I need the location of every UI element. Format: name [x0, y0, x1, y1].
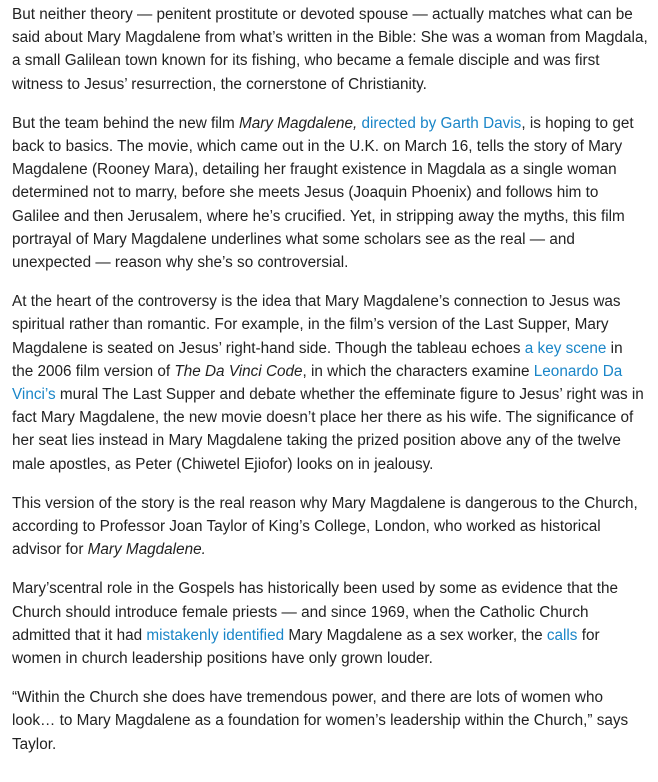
p2-film-title: Mary Magdalene, — [239, 114, 358, 132]
directed-by-garth-davis-link[interactable]: directed by Garth Davis — [361, 114, 522, 132]
p3-text-4: mural The Last Supper and debate whether the effeminate figure to Jesus’ right was in fact Mary Magdalene, the new movie doesn’t place her there as his wife. The significance of her seat lies instead in Mary Magdalene taking the prized position above any of the twelve male apostles, as Peter (Chiwetel Ejiofor) looks on in jealousy. — [12, 386, 644, 473]
p6-text: “Within the Church she does have tremendous power, and there are lots of women who look… to Mary Magdalene as a foundation for women’s leadership within the Church,” says Taylor. — [12, 689, 629, 753]
leonardo-da-vinci-link[interactable]: Leonardo Da Vinci’s — [12, 362, 623, 404]
paragraph-3 — [12, 290, 648, 476]
p3-film-title: The Da Vinci Code — [174, 362, 303, 380]
p3-text-2: in the 2006 film version of — [12, 339, 623, 380]
p2-text-3: , is hoping to get back to basics. The movie, which came out in the U.K. on March 16, tells the story of Mary Magdalene (Rooney Mara), detailing her fraught existence in Magdala as a single woman determined not to marry, before she meets Jesus (Joaquin Phoenix) and follows him to Galilee and then Jerusalem, where he’s crucified. Yet, in stripping away the myths, this film portrayal of Mary Magdalene underlines what some scholars see as the real — and unexpected — reason why she’s so controversial. — [12, 114, 634, 272]
p5-text-2: Mary Magdalene as a sex worker, the — [284, 626, 547, 644]
paragraph-6 — [12, 686, 648, 756]
p4-text-1: This version of the story is the real reason why Mary Magdalene is dangerous to the Church, according to Professor Joan Taylor of King’s College, London, who worked as historical advisor for — [12, 494, 638, 559]
mistakenly-identified-link[interactable]: mistakenly identified — [146, 626, 285, 644]
paragraph-2 — [12, 112, 648, 274]
p1-text: But neither theory — penitent prostitute or devoted spouse — actually matches what can be said about Mary Magdalene from what’s written in the Bible: She was a woman from Magdala, a small Galilean town known for its fishing, who became a female disciple and was first witness to Jesus’ resurrection, the cornerstone of Christianity. — [12, 6, 648, 93]
paragraph-1 — [12, 3, 648, 96]
paragraph-5 — [12, 577, 648, 670]
p5-text-1: Mary’scentral role in the Gospels has historically been used by some as evidence that the Church should introduce female priests — and since 1969, when the Catholic Church admitted that it had — [12, 580, 618, 644]
p5-text-3: for women in church leadership positions have only grown louder. — [12, 626, 600, 668]
p3-text-3: , in which the characters examine — [302, 362, 534, 380]
p2-text-1: But the team behind the new film — [12, 114, 240, 132]
a-key-scene-link[interactable]: a key scene — [524, 339, 607, 357]
paragraph-4 — [12, 492, 648, 562]
calls-link[interactable]: calls — [546, 626, 578, 644]
p4-film-title: Mary Magdalene. — [87, 541, 206, 559]
p3-text-1: At the heart of the controversy is the idea that Mary Magdalene’s connection to Jesus was spiritual rather than romantic. For example, in the film’s version of the Last Supper, Mary Magdalene is seated on Jesus’ right-hand side. Though the tableau echoes — [12, 293, 621, 357]
